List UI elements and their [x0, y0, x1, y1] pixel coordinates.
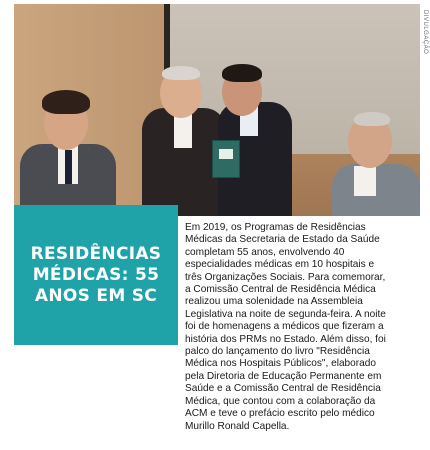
article-line: Em 2019, os Programas de Residências: [185, 222, 366, 233]
article-line: Médica nos Hospitais Públicos", elaborado: [185, 358, 376, 370]
article-line: a Comissão Central de Residência Médica: [185, 284, 376, 296]
article-line: Murillo Ronald Capella.: [185, 420, 290, 432]
article-line: realizou uma solenidade na Assembleia: [185, 296, 363, 308]
book-icon: [212, 140, 240, 178]
article-body: [185, 222, 421, 433]
article-line: Saúde e a Comissão Central de Residência: [185, 383, 381, 395]
article-line: palco do lançamento do livro "Residência: [185, 346, 370, 358]
headline-line-2: MÉDICAS: 55: [32, 264, 160, 285]
article-line: três Organizações Sociais. Para comemorar,: [185, 271, 386, 283]
article-line: Médica, que contou com a colaboração da: [185, 395, 376, 407]
event-photo: [14, 4, 420, 216]
article-line: ACM e teve o prefácio escrito pelo médico: [185, 408, 375, 420]
article-line: especialidades médicas em 10 hospitais e: [185, 259, 375, 271]
article-line: Médicas da Secretaria de Estado da Saúde: [185, 234, 380, 246]
headline-line-1: RESIDÊNCIAS: [30, 243, 162, 264]
headline-line-3: ANOS EM SC: [34, 285, 158, 306]
article-line: Legislativa na noite de segunda-feira. A noite: [185, 308, 386, 320]
headline: [23, 244, 170, 307]
article-line: completam 55 anos, envolvendo 40: [185, 246, 345, 258]
article-line: foi de homenagens a médicos que fizeram a: [185, 321, 384, 333]
article-line: história dos PRMs no Estado. Além disso, foi: [185, 333, 386, 345]
photo-credit: DIVULGAÇÃO: [422, 10, 428, 55]
headline-box: [14, 205, 178, 345]
article-line: pela Diretoria de Educação Permanente em: [185, 370, 382, 382]
